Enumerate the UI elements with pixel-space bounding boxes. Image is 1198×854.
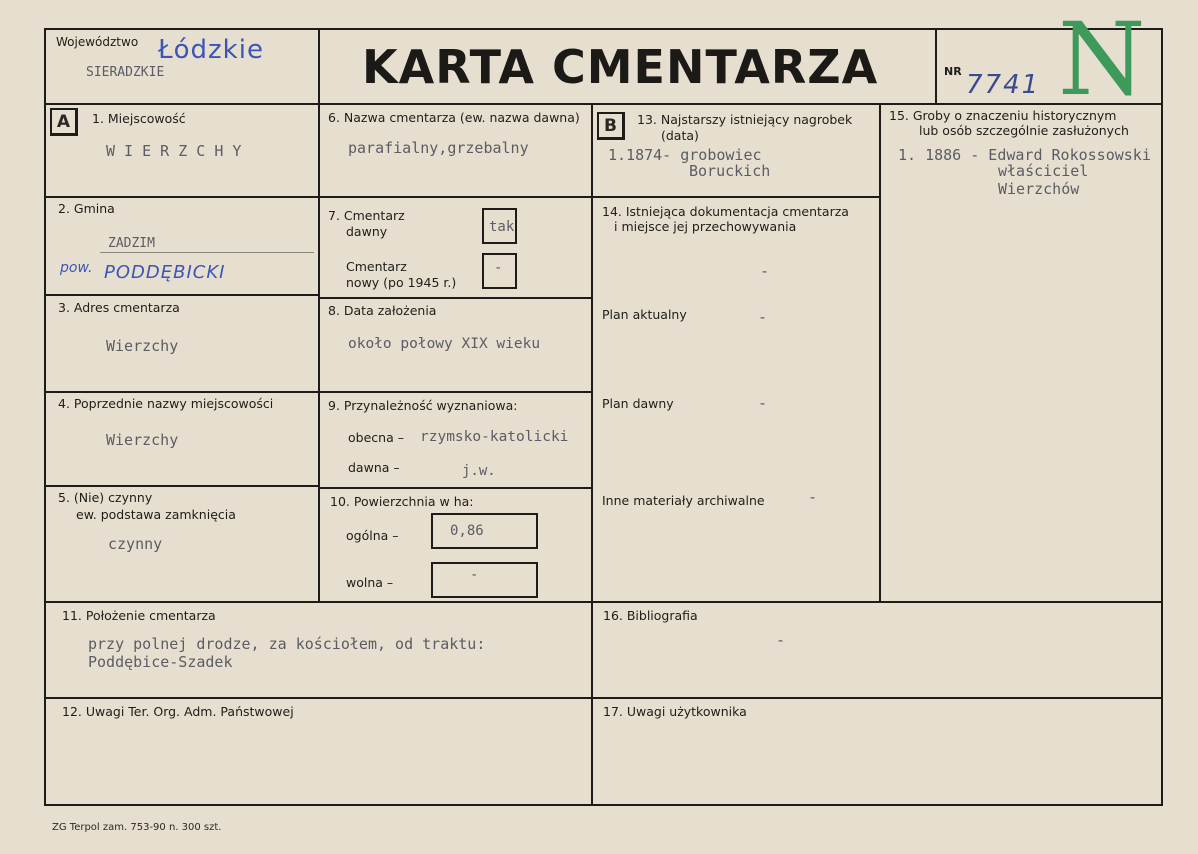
field-2-pow-prefix: pow.: [60, 260, 93, 276]
field-14-label-line2: i miejsce jej przechowywania: [614, 219, 797, 234]
field-10-wolna-label: wolna –: [346, 575, 394, 590]
row-line-12: [44, 697, 1163, 699]
plan-dawny-label: Plan dawny: [602, 396, 674, 411]
field-9-obecna-value: rzymsko-katolicki: [420, 429, 569, 445]
voivodeship-value: Łódzkie: [158, 35, 264, 65]
row-line-a3: [44, 391, 320, 393]
field-13-value-line1: 1.1874- grobowiec: [608, 146, 762, 164]
field-1-label: 1. Miejscowość: [92, 111, 186, 126]
field-7-label-line2: dawny: [346, 224, 388, 239]
header-divider: [44, 103, 1163, 105]
region-typed: SIERADZKIE: [86, 65, 165, 80]
field-9-dawna-value: j.w.: [462, 463, 496, 479]
col-line-1: [318, 104, 320, 603]
nr-label: NR: [944, 65, 962, 78]
field-15-label-line2: lub osób szczególnie zasłużonych: [919, 123, 1129, 138]
field-6-value: parafialny,grzebalny: [348, 139, 529, 157]
field-9-dawna-label: dawna –: [348, 460, 400, 475]
field-15-value-line1: 1. 1886 - Edward Rokossowski: [898, 146, 1151, 164]
field-1-value: W I E R Z C H Y: [106, 142, 242, 160]
field-2-pow-value: PODDĘBICKI: [104, 262, 226, 283]
frame-left: [44, 28, 46, 806]
field-14-label-line1: 14. Istniejąca dokumentacja cmentarza: [602, 204, 849, 219]
col-line-3: [879, 104, 881, 603]
field-4-label: 4. Poprzednie nazwy miejscowości: [58, 396, 274, 411]
row-line-m2: [318, 297, 593, 299]
plan-aktualny-label: Plan aktualny: [602, 307, 687, 322]
field-3-value: Wierzchy: [106, 337, 179, 355]
field-13-value-line2: Boruckich: [689, 162, 771, 180]
field-11-value-line2: Poddębice-Szadek: [88, 653, 233, 671]
row-line-a1: [44, 196, 320, 198]
field-2-value: ZADZIM: [108, 236, 155, 251]
field-5-value: czynny: [108, 535, 163, 553]
field-10-ogolna-value: 0,86: [450, 523, 484, 539]
frame-bottom: [44, 804, 1163, 806]
field-16-label: 16. Bibliografia: [603, 608, 698, 623]
field-10-ogolna-label: ogólna –: [346, 528, 399, 543]
field-10-wolna-box: [431, 562, 538, 598]
plan-dawny-value: -: [758, 394, 768, 412]
plan-aktualny-value: -: [758, 308, 768, 326]
field-5-label-line1: 5. (Nie) czynny: [58, 490, 153, 505]
field-7-nowy-value: -: [494, 260, 503, 276]
field-7-label-line1: 7. Cmentarz: [328, 208, 405, 223]
frame-top: [44, 28, 1163, 30]
row-line-11: [44, 601, 1163, 603]
field-13-label-line2: (data): [661, 128, 699, 143]
field-3-label: 3. Adres cmentarza: [58, 300, 180, 315]
row-line-b1: [591, 196, 881, 198]
nr-value: 7741: [966, 70, 1041, 100]
field-10-label: 10. Powierzchnia w ha:: [330, 494, 474, 509]
row-line-m3: [318, 391, 593, 393]
print-info: ZG Terpol zam. 753-90 n. 300 szt.: [52, 822, 222, 833]
col-line-2: [591, 104, 593, 806]
row-line-m4: [318, 487, 593, 489]
field-13-label-line1: 13. Najstarszy istniejący nagrobek: [637, 112, 853, 127]
field-9-obecna-label: obecna –: [348, 430, 404, 445]
field-15-value-line3: Wierzchów: [998, 180, 1080, 198]
field-12-label: 12. Uwagi Ter. Org. Adm. Państwowej: [62, 704, 294, 719]
field-2-underline: [100, 252, 314, 253]
frame-right: [1161, 28, 1163, 806]
row-line-a4: [44, 485, 320, 487]
field-17-label: 17. Uwagi użytkownika: [603, 704, 747, 719]
field-8-label: 8. Data założenia: [328, 303, 437, 318]
inne-value: -: [808, 488, 818, 506]
field-7-nowy-label-line2: nowy (po 1945 r.): [346, 275, 457, 290]
section-a-letter: A: [50, 108, 78, 136]
field-6-label: 6. Nazwa cmentarza (ew. nazwa dawna): [328, 110, 580, 125]
field-10-wolna-value: -: [470, 567, 479, 583]
field-7-nowy-label-line1: Cmentarz: [346, 259, 407, 274]
category-mark: N: [1058, 1, 1146, 118]
field-5-label-line2: ew. podstawa zamknięcia: [76, 507, 236, 522]
field-14-value: -: [760, 262, 770, 280]
card-title: KARTA CMENTARZA: [362, 40, 879, 94]
field-11-label: 11. Położenie cmentarza: [62, 608, 216, 623]
header-vline-1: [318, 28, 320, 104]
field-9-label: 9. Przynależność wyznaniowa:: [328, 398, 518, 413]
voivodeship-label: Województwo: [56, 35, 139, 49]
field-8-value: około połowy XIX wieku: [348, 336, 541, 352]
field-11-value-line1: przy polnej drodze, za kościołem, od traktu:: [88, 635, 486, 653]
field-10-ogolna-box: [431, 513, 538, 549]
field-15-label-line1: 15. Groby o znaczeniu historycznym: [889, 108, 1117, 123]
row-line-a2: [44, 294, 320, 296]
field-16-value: -: [776, 631, 786, 649]
field-2-label: 2. Gmina: [58, 201, 115, 216]
field-15-value-line2: właściciel: [998, 162, 1089, 180]
field-7-dawny-value: tak: [489, 219, 515, 235]
field-4-value: Wierzchy: [106, 431, 179, 449]
row-line-m1: [318, 196, 593, 198]
section-b-letter: B: [597, 112, 625, 140]
header-vline-2: [935, 28, 937, 104]
inne-label: Inne materiały archiwalne: [602, 493, 765, 508]
